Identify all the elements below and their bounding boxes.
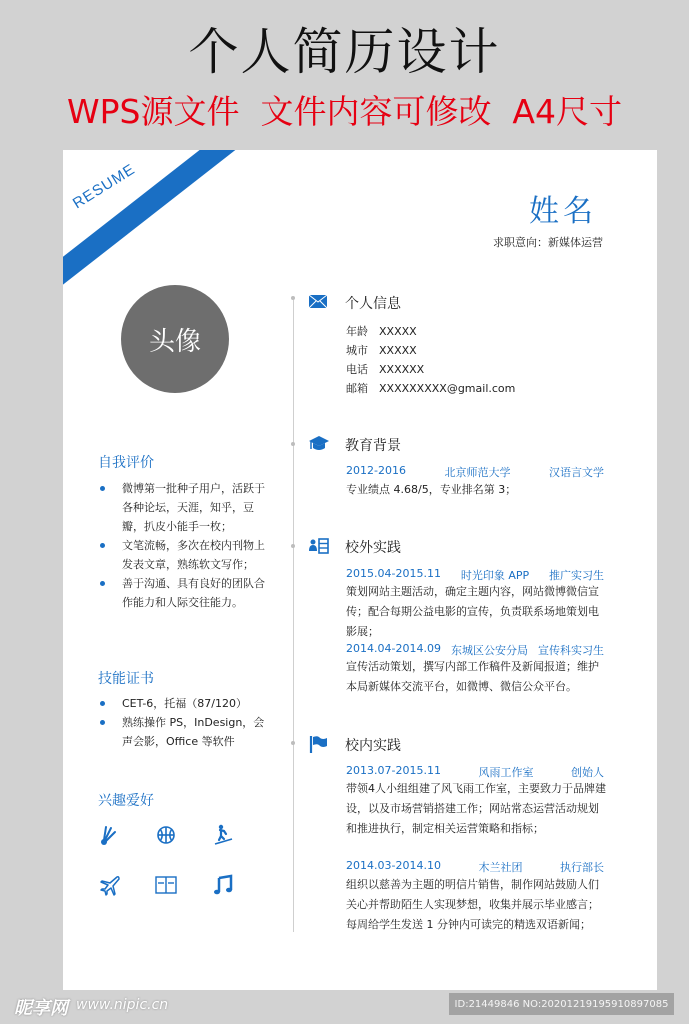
entry-period: 2014.03-2014.10 [346, 859, 441, 872]
info-row-phone [346, 361, 424, 377]
timeline-dot [291, 442, 295, 446]
self-eval-heading: 自我评价 [98, 455, 154, 471]
info-value: XXXXXXXXX@gmail.com [379, 382, 516, 395]
info-label: 电话 [346, 363, 368, 376]
self-eval-list [98, 479, 268, 612]
envelope-icon [309, 293, 329, 311]
watermark-url: www.nipic.cn [76, 997, 169, 1013]
graduation-cap-icon [309, 435, 329, 453]
skills-list [98, 694, 268, 751]
ribbon-text: RESUME [69, 160, 139, 213]
info-label: 城市 [346, 344, 368, 357]
education-school: 北京师范大学 [444, 466, 511, 479]
banner-subtitle: WPS源文件 文件内容可修改 A4尺寸 [66, 92, 622, 131]
entry-role: 宣传科实习生 [537, 644, 604, 657]
skiing-icon [211, 823, 235, 847]
entry-org: 风雨工作室 [478, 766, 534, 779]
basketball-icon [154, 823, 178, 847]
education-header [346, 464, 604, 480]
music-icon [211, 873, 235, 897]
list-item: 微博第一批种子用户，活跃于各种论坛，天涯，知乎，豆瓣，扒皮小能手一枚； [98, 479, 268, 536]
entry-role: 推广实习生 [549, 569, 604, 582]
info-label: 邮箱 [346, 382, 368, 395]
entry-role: 创始人 [570, 766, 604, 779]
entry-role: 执行部长 [559, 861, 604, 874]
avatar [121, 285, 229, 393]
list-item: 熟练操作 PS，InDesign，会声会影，Office 等软件 [98, 713, 268, 751]
job-intent: 求职意向：新媒体运营 [493, 236, 603, 249]
skills-heading: 技能证书 [98, 671, 154, 687]
internal-entry-1-header [346, 764, 604, 780]
external-entry-2-detail: 宣传活动策划，撰写内部工作稿件及新闻报道；维护本局新媒体交流平台，如微博、微信公众平台。 [346, 660, 599, 693]
info-value: XXXXXX [379, 363, 425, 376]
book-icon [154, 873, 178, 897]
info-value: XXXXX [379, 325, 417, 338]
list-item: CET-6，托福（87/120） [98, 694, 268, 713]
timeline-dot [291, 741, 295, 745]
timeline-line [293, 300, 294, 932]
resume-page [63, 150, 657, 990]
internal-practice-title: 校内实践 [345, 738, 401, 754]
entry-org: 木兰社团 [478, 861, 523, 874]
corner-ribbon [63, 150, 242, 305]
education-detail: 专业绩点 4.68/5，专业排名第 3； [346, 483, 517, 496]
info-row-age [346, 323, 417, 339]
education-major: 汉语言文学 [549, 466, 604, 479]
list-item: 文笔流畅，多次在校内刊物上发表文章，熟练软文写作； [98, 536, 268, 574]
info-value: XXXXX [379, 344, 417, 357]
hobbies-heading: 兴趣爱好 [98, 793, 154, 809]
external-entry-1-header [346, 567, 604, 583]
watermark-id: ID:21449846 NO:20201219195910897085 [449, 993, 674, 1015]
external-practice-title: 校外实践 [345, 540, 401, 556]
entry-period: 2014.04-2014.09 [346, 642, 441, 655]
info-row-email [346, 380, 515, 396]
flag-icon [309, 735, 329, 753]
internal-entry-2-header [346, 859, 604, 875]
candidate-name: 姓名 [529, 194, 597, 229]
hobbies-grid [97, 823, 267, 897]
airplane-icon [97, 873, 121, 897]
entry-org: 时光印象 APP [460, 569, 530, 582]
internal-entry-2-detail: 组织以慈善为主题的明信片销售，制作网站鼓励人们关心并帮助陌生人实现梦想，收集并展示毕业感言；每周给学生发送 1 分钟内可读完的精选双语新闻； [346, 878, 599, 931]
internal-entry-1-detail: 带领4人小组组建了风飞雨工作室，主要致力于品牌建设，以及市场营销搭建工作；网站常态运营活动规划和推进执行，制定相关运营策略和指标； [346, 782, 606, 835]
contact-list-icon [309, 538, 329, 556]
external-entry-1-detail: 策划网站主题活动，确定主题内容，网站微博微信宣传；配合每期公益电影的宣传，负责联系场地策划电影展； [346, 585, 599, 638]
personal-info-title: 个人信息 [345, 296, 401, 312]
entry-org: 东城区公安分局 [450, 644, 528, 657]
list-item: 善于沟通、具有良好的团队合作能力和人际交往能力。 [98, 574, 268, 612]
education-title: 教育背景 [345, 438, 401, 454]
banner-title: 个人简历设计 [188, 23, 501, 81]
info-label: 年龄 [346, 325, 368, 338]
entry-period: 2013.07-2015.11 [346, 764, 441, 777]
badminton-icon [97, 823, 121, 847]
timeline-dot [291, 544, 295, 548]
info-row-city [346, 342, 417, 358]
external-entry-2-header [346, 642, 604, 658]
watermark-logo: 昵享网 [14, 998, 68, 1019]
timeline-dot [291, 296, 295, 300]
avatar-label: 头像 [148, 326, 201, 357]
education-period: 2012-2016 [346, 464, 406, 477]
entry-period: 2015.04-2015.11 [346, 567, 441, 580]
